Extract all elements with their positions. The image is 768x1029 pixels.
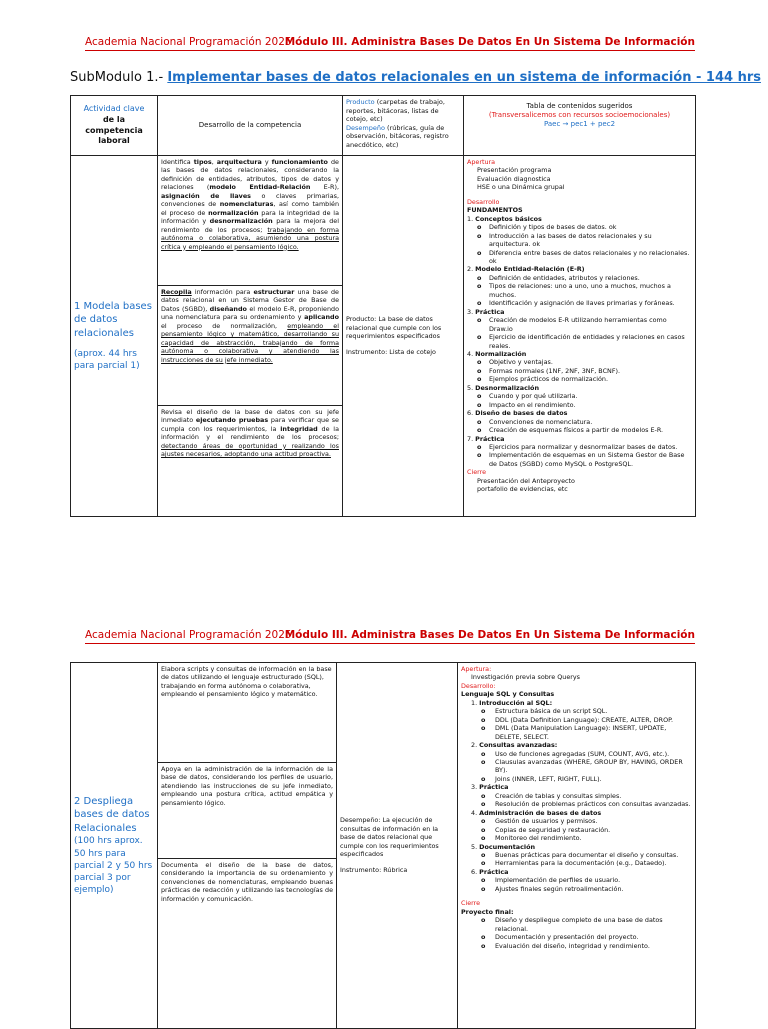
section-heading: 2. Consultas avanzadas: [471,741,558,750]
header-contents [464,96,696,156]
instrument-text-1: Instrumento: Lista de cotejo [346,348,436,357]
sql-section-label: Lenguaje SQL y Consultas [461,690,555,699]
development-item: Documenta el diseño de la base de datos, considerando la importancia de su ordenamiento y convenciones de nomenclaturas, empleando buenas prácticas de redacción y utilizando las tecnologías de información y comunicación. [161,861,333,903]
product-text-1: Producto: La base de datos relacional que cumple con los requerimientos especificados [346,315,442,340]
fundamentals-label: FUNDAMENTOS [467,206,523,215]
product-cell-1 [343,156,464,517]
section-heading: 3. Práctica [471,783,509,792]
section-item: o Monitoreo del rendimiento. [461,834,692,842]
opening-label: Apertura: [461,665,492,673]
section-item: o Identificación y asignación de llaves primarias y foráneas. [467,299,692,307]
section-item: o Impacto en el rendimiento. [467,401,692,409]
section-heading: 5. Documentación [471,842,536,851]
section-item: o Ajustes finales según retroalimentación. [461,885,692,893]
development-cell-2 [158,663,337,1029]
contents-cell-1 [464,156,696,517]
opening-label: Apertura [467,158,496,166]
closing-item: o Documentación y presentación del proyecto. [461,933,692,941]
module-title-1: 1 Modela bases de datos relacionales [74,300,152,339]
section-item: o Clausulas avanzadas (WHERE, GROUP BY, HAVING, ORDER BY). [461,758,692,775]
header-activity-line4: laboral [98,136,130,146]
instrument-text-2: Instrumento: Rúbrica [340,866,408,875]
competency-table-2 [70,662,696,1029]
section-item: o Uso de funciones agregadas (SUM, COUNT, AVG, etc.). [461,750,692,758]
development-label: Desarrollo: [461,681,496,690]
section-heading: 1. Introducción al SQL: [471,698,553,707]
opening-item: HSE o una Dinámica grupal [477,183,565,192]
closing-item: o Diseño y despliegue completo de una base de datos relacional. [461,916,692,933]
header-contents-sub: (Transversalicemos con recursos socioemocionales) [488,111,671,120]
header-product-label: Producto [346,98,375,106]
header-performance-label: Desempeño [346,123,385,132]
contents-cell-2 [458,663,696,1029]
academy-name: Academia Nacional Programación 2025 [85,629,292,641]
header-product-desc: (carpetas de trabajo, reportes, bitácoras, listas de cotejo, etc) [346,98,445,124]
product-text-2: Desempeño: La ejecución de consultas de información en la base de datos relacional que cumple con los requerimientos especificados [340,816,439,858]
section-item: o Definición de entidades, atributos y relaciones. [467,274,692,282]
section-item: o Resolución de problemas prácticos con consultas avanzadas. [461,800,692,808]
section-item: o Implementación de perfiles de usuario. [461,876,692,884]
section-item: o Joins (INNER, LEFT, RIGHT, FULL). [461,775,692,783]
submodule-link[interactable]: Implementar bases de datos relacionales en un sistema de información - 144 hrs [167,70,761,85]
section-item: o Definición y tipos de bases de datos. ok [467,223,692,231]
development-item: Recopila información para estructurar una base de datos relacional en un Sistema Gestor de Base de Datos (SGBD), diseñando el modelo E-R, proponiendo una nomenclatura para su ordenamiento y aplicando el proceso de normalización, empleando el pensamiento lógico y matemático, desarrollando su capacidad de abstracción, trabajando de forma autónoma o colaborativa y atendiendo las instrucciones de su jefe inmediato. [158,286,342,406]
module-title-2: 2 Despliega bases de datos Relacionales [74,795,150,834]
section-heading: 1. Conceptos básicos [467,214,542,223]
closing-item: Presentación del Anteproyecto [477,476,575,485]
section-heading: 6. Diseño de bases de datos [467,409,568,418]
section-list-2 [461,699,692,893]
header-activity-line3: competencia [85,125,143,135]
development-label: Desarrollo [467,197,500,206]
header-contents-title: Tabla de contenidos sugeridos [526,102,633,110]
module-sub-1: (aprox. 44 hrs para parcial 1) [74,349,140,372]
section-item: o Herramientas para la documentación (e.g., Dataedo). [461,859,692,867]
header-activity-line1: Actividad clave [83,103,145,113]
header-activity-line2: de la [102,114,126,124]
header-product [343,96,464,156]
header-performance-desc: (rúbricas, guía de observación, bitácoras, registro anecdótico, etc) [346,123,449,149]
section-item: o Cuando y por qué utilizarla. [467,392,692,400]
header-development: Desarrollo de la competencia [158,96,343,156]
header-underline [85,643,695,644]
section-item: o Tipos de relaciones: uno a uno, uno a muchos, muchos a muchos. [467,282,692,299]
section-item: o Diferencia entre bases de datos relacionales y no relacionales. ok [467,249,692,266]
development-item: Revisa el diseño de la base de datos con su jefe inmediato ejecutando pruebas para verificar que se cumpla con los requerimientos, la integridad de la información y el rendimiento de los procesos; detectando áreas de oportunidad y realizando los ajustes necesarios, adoptando una actitud proactiva. [161,408,339,459]
section-heading: 6. Práctica [471,867,509,876]
header-contents-paec: Paec → pec1 + pec2 [543,120,616,129]
final-project-label: Proyecto final: [461,907,514,916]
section-heading: 7. Práctica [467,434,505,443]
development-cell-1 [158,156,343,517]
product-cell-2 [337,663,458,1029]
section-item: o Implementación de esquemas en un Sistema Gestor de Base de Datos (SGBD) como MySQL o PostgreSQL. [467,451,692,468]
section-item: o Creación de esquemas físicos a partir de modelos E-R. [467,426,692,434]
section-item: o Objetivo y ventajas. [467,358,692,366]
opening-item: Presentación programa [477,166,552,175]
section-item: o Introducción a las bases de datos relacionales y su arquitectura. ok [467,232,692,249]
module-cell-1 [71,156,158,517]
section-item: o Creación de modelos E-R utilizando herramientas como Draw.io [467,316,692,333]
closing-item: o Evaluación del diseño, integridad y rendimiento. [461,942,692,950]
section-item: o Ejemplos prácticos de normalización. [467,375,692,383]
section-item: o Creación de tablas y consultas simples. [461,792,692,800]
section-item: o Convenciones de nomenclatura. [467,418,692,426]
section-item: o DDL (Data Definition Language): CREATE, ALTER, DROP. [461,716,692,724]
development-item: Apoya en la administración de la información de la base de datos, considerando los perfiles de usuario, atendiendo las instrucciones de su jefe inmediato, empleando una postura crítica, actitud empática y pensamiento lógico. [158,763,336,859]
header-activity [71,96,158,156]
section-item: o Formas normales (1NF, 2NF, 3NF, BCNF). [467,367,692,375]
section-heading: 4. Normalización [467,349,527,358]
closing-label: Cierre [467,468,487,477]
development-item: Identifica tipos, arquitectura y funcionamiento de las bases de datos relacionales, considerando la definición de entidades, atributos, tipos de datos y relaciones (modelo Entidad-Relación E-R), asignación de llaves o claves primarias, convenciones de nomenclaturas, así como también el proceso de normalización para la integridad de la información y desnormalización para la mejora del rendimiento de los procesos; trabajando en forma autónoma o colaborativa, asumiendo una postura crítica y empleando el pensamiento lógico. [158,156,342,286]
closing-label: Cierre [461,899,481,908]
closing-item: portafolio de evidencias, etc [477,485,568,494]
section-item: o Ejercicios para normalizar y desnormalizar bases de datos. [467,443,692,451]
section-item: o Ejercicio de identificación de entidades y relaciones en casos reales. [467,333,692,350]
section-item: o Copias de seguridad y restauración. [461,826,692,834]
competency-table-1 [70,95,696,517]
academy-name: Academia Nacional Programación 2025 [85,36,292,48]
section-item: o Gestión de usuarios y permisos. [461,817,692,825]
header-underline [85,50,695,51]
module-name: Módulo III. Administra Bases De Datos En Un Sistema De Información [284,629,695,641]
submodule-prefix: SubModulo 1.- [70,70,164,85]
section-list-1 [467,215,692,469]
submodule-title [70,70,761,85]
section-heading: 4. Administración de bases de datos [471,808,602,817]
section-heading: 5. Desnormalización [467,383,539,392]
module-name: Módulo III. Administra Bases De Datos En Un Sistema De Información [284,36,695,48]
module-cell-2 [71,663,158,1029]
section-item: o Buenas prácticas para documentar el diseño y consultas. [461,851,692,859]
section-item: o DML (Data Manipulation Language): INSERT, UPDATE, DELETE, SELECT. [461,724,692,741]
section-heading: 3. Práctica [467,307,505,316]
opening-item: Evaluación diagnostica [477,174,551,183]
section-heading: 2. Modelo Entidad-Relación (E-R) [467,265,585,274]
section-item: o Estructura básica de un script SQL. [461,707,692,715]
development-item: Elabora scripts y consultas de información en la base de datos utilizando el lenguaje estructurado (SQL), trabajando en forma autónoma o colaborativa, empleando el pensamiento lógico y matemático. [158,663,336,763]
module-sub-2: (100 hrs aprox. 50 hrs para parcial 2 y 50 hrs parcial 3 por ejemplo) [74,836,153,895]
opening-item: Investigación previa sobre Querys [471,673,580,682]
